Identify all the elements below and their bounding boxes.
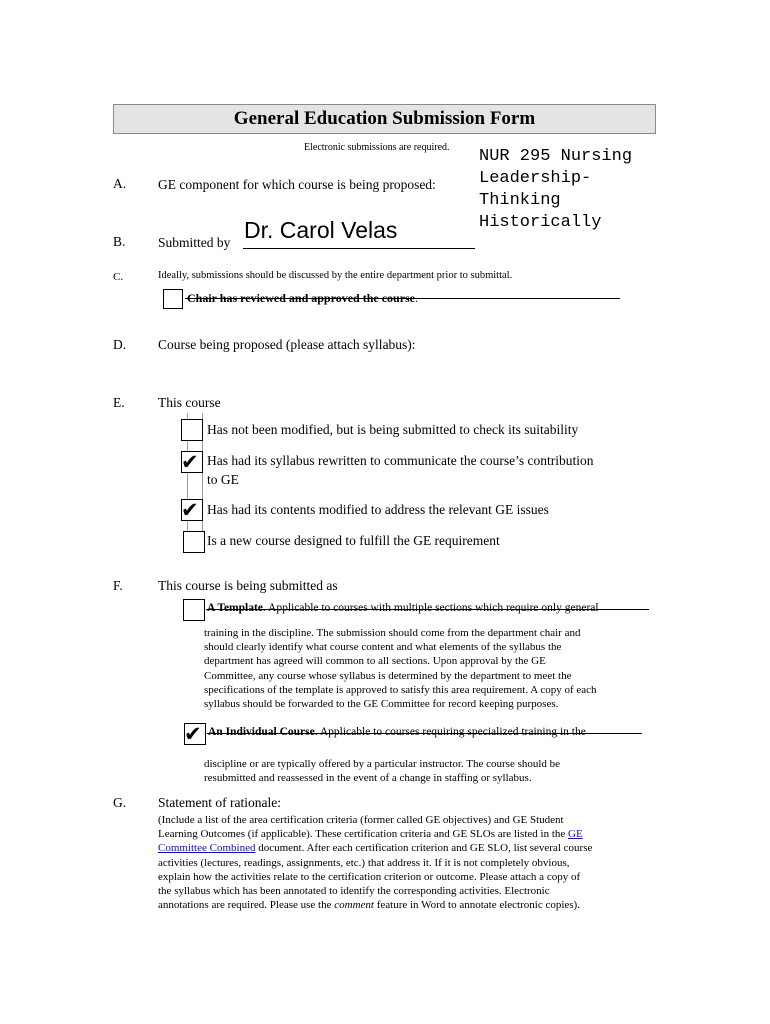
option-new-course-label: Is a new course designed to fulfill the GE requirement bbox=[207, 533, 500, 548]
course-name-line: NUR 295 Nursing bbox=[479, 147, 633, 166]
template-desc-line: department has agreed will common to all sections. Upon approval by the GE bbox=[204, 655, 546, 668]
section-d-letter: D. bbox=[113, 337, 127, 352]
rationale-line: Committee Combined document. After each certification criterion and GE SLO, list several course bbox=[158, 842, 593, 855]
section-b-label: Submitted by bbox=[158, 235, 231, 250]
rationale-line: annotations are required. Please use the comment feature in Word to annotate electronic copies). bbox=[158, 899, 580, 912]
template-desc-line: Committee, any course whose syllabus is determined by the department to meet the bbox=[204, 669, 572, 682]
rationale-line: explain how the activities relate to the certification criterion or outcome. Please attach a copy of bbox=[158, 870, 581, 883]
chair-approved-checkbox[interactable] bbox=[163, 289, 183, 309]
template-desc-line: specifications of the template is approved to satisfy this area requirement. A copy of each bbox=[204, 683, 597, 696]
rationale-line: the syllabus which has been annotated to identify the corresponding activities. Electronic bbox=[158, 885, 550, 898]
ge-committee-link[interactable]: Committee Combined bbox=[158, 842, 256, 855]
section-f-letter: F. bbox=[113, 578, 123, 593]
template-desc-line: syllabus should be forwarded to the GE Committee for record keeping purposes. bbox=[204, 698, 559, 711]
checkmark-icon: ✔ bbox=[184, 722, 202, 746]
template-checkbox[interactable] bbox=[183, 599, 205, 621]
form-title: General Education Submission Form bbox=[113, 104, 656, 134]
individual-course-heading: An Individual Course. Applicable to courses requiring specialized training in the bbox=[208, 726, 586, 738]
chair-approved-label: Chair has reviewed and approved the course. bbox=[187, 291, 419, 305]
rationale-line: Learning Outcomes (if applicable). These certification criteria and GE SLOs are listed in the GE bbox=[158, 828, 583, 841]
strike-line bbox=[207, 733, 642, 734]
ge-committee-link[interactable]: GE bbox=[568, 828, 583, 841]
individual-desc-line: resubmitted and reassessed in the event of a change in staffing or syllabus. bbox=[204, 772, 532, 785]
section-g-label: Statement of rationale: bbox=[158, 795, 281, 810]
section-c-letter: C. bbox=[113, 271, 124, 283]
course-name-line: Thinking bbox=[479, 191, 561, 210]
submitter-underline bbox=[243, 248, 475, 249]
checkmark-icon: ✔ bbox=[181, 498, 199, 522]
section-g-letter: G. bbox=[113, 795, 127, 810]
checkmark-icon: ✔ bbox=[181, 450, 199, 474]
section-e-label: This course bbox=[158, 395, 221, 410]
rationale-line: activities (lectures, readings, assignments, etc.) that address it. If it is not completely obvious, bbox=[158, 856, 570, 869]
template-heading: A Template. Applicable to courses with multiple sections which require only general bbox=[207, 602, 599, 614]
rationale-line: (Include a list of the area certification criteria (former called GE objectives) and GE Student bbox=[158, 814, 564, 826]
submitter-name-field[interactable]: Dr. Carol Velas bbox=[244, 217, 398, 243]
section-e-letter: E. bbox=[113, 395, 125, 410]
section-c-label: Ideally, submissions should be discussed by the entire department prior to submittal. bbox=[158, 270, 513, 281]
option-new-course-checkbox[interactable] bbox=[183, 531, 205, 553]
rationale-instructions bbox=[158, 813, 668, 912]
section-a-label: GE component for which course is being proposed: bbox=[158, 177, 436, 192]
course-name-field[interactable] bbox=[479, 146, 632, 234]
option-not-modified-checkbox[interactable] bbox=[181, 419, 203, 441]
course-name-line: Historically bbox=[479, 213, 602, 232]
strike-line bbox=[206, 609, 649, 610]
option-contents-modified-label: Has had its contents modified to address the relevant GE issues bbox=[207, 502, 549, 517]
course-name-line: Leadership- bbox=[479, 169, 592, 188]
section-f-label: This course is being submitted as bbox=[158, 578, 338, 593]
strike-line bbox=[185, 298, 620, 299]
option-syllabus-rewritten-label-cont: to GE bbox=[207, 472, 239, 487]
section-a-letter: A. bbox=[113, 176, 127, 191]
option-not-modified-label: Has not been modified, but is being submitted to check its suitability bbox=[207, 422, 579, 437]
template-description bbox=[204, 626, 664, 711]
option-syllabus-rewritten-label: Has had its syllabus rewritten to communicate the course’s contribution bbox=[207, 453, 594, 468]
template-desc-line: training in the discipline. The submission should come from the department chair and bbox=[204, 627, 581, 639]
template-desc-line: should clearly identify what course content and what elements of the syllabus the bbox=[204, 641, 562, 654]
section-d-label: Course being proposed (please attach syllabus): bbox=[158, 337, 416, 352]
individual-desc-line: discipline or are typically offered by a particular instructor. The course should be bbox=[204, 758, 561, 770]
electronic-note: Electronic submissions are required. bbox=[304, 142, 450, 153]
section-b-letter: B. bbox=[113, 234, 126, 249]
individual-course-description bbox=[204, 757, 664, 785]
